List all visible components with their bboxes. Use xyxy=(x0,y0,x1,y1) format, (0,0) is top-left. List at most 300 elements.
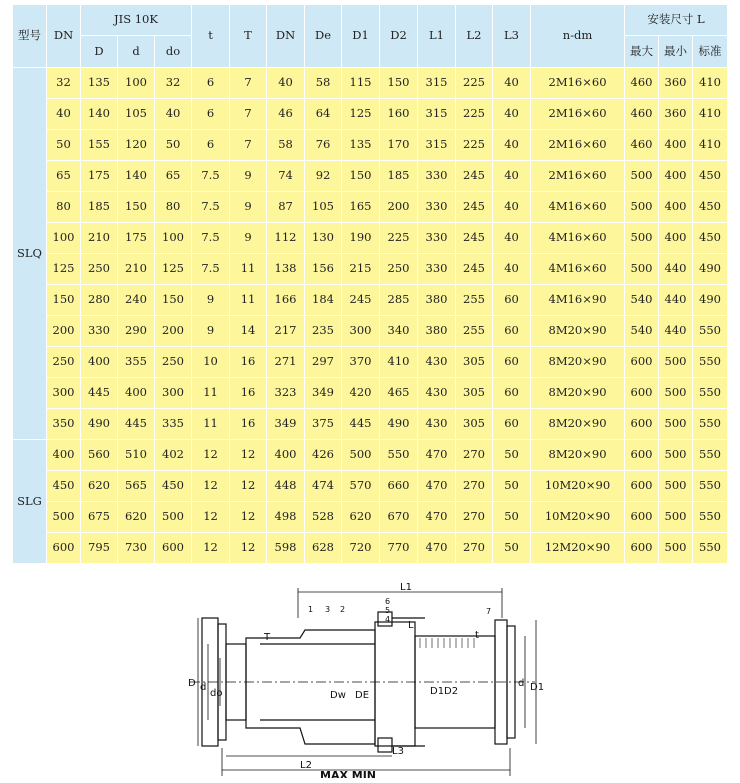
table-cell: 100 xyxy=(47,223,81,254)
table-cell: 12M20×90 xyxy=(531,533,625,564)
table-cell: 50 xyxy=(493,533,531,564)
table-cell: 125 xyxy=(155,254,192,285)
table-cell: 12 xyxy=(230,533,267,564)
table-row xyxy=(13,99,728,130)
header-jis: JIS 10K xyxy=(81,5,192,36)
table-cell: 500 xyxy=(342,440,380,471)
table-cell: 670 xyxy=(380,502,418,533)
table-cell: 9 xyxy=(230,223,267,254)
table-cell: 550 xyxy=(380,440,418,471)
table-cell: 240 xyxy=(118,285,155,316)
table-cell: 440 xyxy=(659,285,693,316)
table-cell: 550 xyxy=(693,471,728,502)
table-row xyxy=(13,223,728,254)
table-cell: 225 xyxy=(456,99,493,130)
table-cell: 2M16×60 xyxy=(531,68,625,99)
table-cell: 297 xyxy=(305,347,342,378)
table-cell: 40 xyxy=(155,99,192,130)
table-cell: 155 xyxy=(81,130,118,161)
table-cell: 65 xyxy=(47,161,81,192)
header-l3: L3 xyxy=(493,5,531,68)
table-cell: 300 xyxy=(342,316,380,347)
table-cell: 315 xyxy=(418,99,456,130)
table-cell: 40 xyxy=(493,68,531,99)
header-jis-do: do xyxy=(155,36,192,68)
table-cell: 6 xyxy=(192,130,230,161)
table-cell: 490 xyxy=(693,254,728,285)
table-cell: 215 xyxy=(342,254,380,285)
table-cell: 323 xyxy=(267,378,305,409)
table-cell: 500 xyxy=(47,502,81,533)
table-cell: 500 xyxy=(625,161,659,192)
table-cell: 271 xyxy=(267,347,305,378)
table-cell: 730 xyxy=(118,533,155,564)
table-row xyxy=(13,533,728,564)
header-d1: D1 xyxy=(342,5,380,68)
table-cell: 620 xyxy=(81,471,118,502)
table-cell: 7 xyxy=(230,99,267,130)
table-cell: 50 xyxy=(493,502,531,533)
table-cell: 460 xyxy=(625,68,659,99)
label-d2: D2 xyxy=(444,686,459,697)
label-l2: L2 xyxy=(300,760,312,771)
table-cell: 8M20×90 xyxy=(531,440,625,471)
table-cell: 360 xyxy=(659,99,693,130)
table-cell: 92 xyxy=(305,161,342,192)
table-cell: 115 xyxy=(342,68,380,99)
table-cell: 140 xyxy=(81,99,118,130)
table-cell: 600 xyxy=(625,471,659,502)
table-cell: 12 xyxy=(192,502,230,533)
table-cell: 400 xyxy=(81,347,118,378)
table-cell: 400 xyxy=(659,130,693,161)
table-cell: 330 xyxy=(418,254,456,285)
table-cell: 500 xyxy=(659,347,693,378)
table-row xyxy=(13,254,728,285)
table-row xyxy=(13,378,728,409)
table-cell: 8M20×90 xyxy=(531,316,625,347)
part-7: 7 xyxy=(486,607,492,616)
table-cell: 12 xyxy=(192,440,230,471)
table-cell: 445 xyxy=(81,378,118,409)
table-cell: 4M16×60 xyxy=(531,192,625,223)
table-cell: 32 xyxy=(155,68,192,99)
table-row xyxy=(13,192,728,223)
table-cell: 600 xyxy=(625,502,659,533)
table-cell: 190 xyxy=(342,223,380,254)
table-cell: 245 xyxy=(456,192,493,223)
table-cell: 380 xyxy=(418,285,456,316)
table-cell: 290 xyxy=(118,316,155,347)
table-cell: 125 xyxy=(47,254,81,285)
label-l3: L3 xyxy=(392,746,404,757)
table-cell: 500 xyxy=(659,533,693,564)
table-cell: 350 xyxy=(47,409,81,440)
table-cell: 448 xyxy=(267,471,305,502)
table-cell: 16 xyxy=(230,378,267,409)
table-cell: 628 xyxy=(305,533,342,564)
table-cell: 112 xyxy=(267,223,305,254)
header-jis-d: d xyxy=(118,36,155,68)
table-cell: 600 xyxy=(625,378,659,409)
table-cell: 540 xyxy=(625,285,659,316)
table-cell: 410 xyxy=(380,347,418,378)
table-cell: 175 xyxy=(81,161,118,192)
table-cell: 80 xyxy=(155,192,192,223)
table-cell: 7.5 xyxy=(192,254,230,285)
table-cell: 450 xyxy=(155,471,192,502)
table-cell: 440 xyxy=(659,316,693,347)
table-cell: 410 xyxy=(693,99,728,130)
table-cell: 11 xyxy=(230,285,267,316)
table-cell: 565 xyxy=(118,471,155,502)
label-do: do xyxy=(210,688,223,699)
table-cell: 500 xyxy=(625,223,659,254)
part-6: 6 xyxy=(385,597,391,606)
table-cell: 9 xyxy=(192,316,230,347)
table-cell: 402 xyxy=(155,440,192,471)
table-cell: 315 xyxy=(418,68,456,99)
table-cell: 250 xyxy=(155,347,192,378)
table-cell: 550 xyxy=(693,533,728,564)
table-cell: 500 xyxy=(625,192,659,223)
header-d2: D2 xyxy=(380,5,418,68)
table-cell: 305 xyxy=(456,378,493,409)
table-cell: 60 xyxy=(493,409,531,440)
table-cell: 420 xyxy=(342,378,380,409)
table-cell: 11 xyxy=(192,378,230,409)
part-4: 4 xyxy=(385,615,391,624)
table-cell: 620 xyxy=(118,502,155,533)
table-cell: 100 xyxy=(155,223,192,254)
table-cell: 510 xyxy=(118,440,155,471)
table-cell: 32 xyxy=(47,68,81,99)
table-cell: 500 xyxy=(155,502,192,533)
table-cell: 450 xyxy=(47,471,81,502)
table-cell: 795 xyxy=(81,533,118,564)
label-d1: D1 xyxy=(430,686,445,697)
table-cell: 2M16×60 xyxy=(531,130,625,161)
label-max-min: MAX MIN xyxy=(320,769,377,778)
table-cell: 300 xyxy=(47,378,81,409)
table-cell: 470 xyxy=(418,471,456,502)
table-cell: 500 xyxy=(659,502,693,533)
table-cell: 470 xyxy=(418,440,456,471)
part-3: 3 xyxy=(325,605,331,614)
table-cell: 550 xyxy=(693,347,728,378)
header-n-dm: n-dm xyxy=(531,5,625,68)
table-cell: 330 xyxy=(418,161,456,192)
table-cell: 370 xyxy=(342,347,380,378)
table-cell: 490 xyxy=(693,285,728,316)
table-cell: 58 xyxy=(267,130,305,161)
table-cell: 270 xyxy=(456,440,493,471)
table-cell: 150 xyxy=(155,285,192,316)
table-cell: 80 xyxy=(47,192,81,223)
table-cell: 150 xyxy=(342,161,380,192)
table-cell: 245 xyxy=(342,285,380,316)
header-dn: DN xyxy=(47,5,81,68)
part-5: 5 xyxy=(385,606,391,615)
table-cell: 50 xyxy=(47,130,81,161)
table-cell: 270 xyxy=(456,471,493,502)
label-t-big: T xyxy=(264,632,271,643)
table-cell: 400 xyxy=(47,440,81,471)
header-de: De xyxy=(305,5,342,68)
table-row xyxy=(13,471,728,502)
table-cell: 280 xyxy=(81,285,118,316)
table-cell: 305 xyxy=(456,347,493,378)
table-cell: 4M16×60 xyxy=(531,223,625,254)
table-cell: 400 xyxy=(267,440,305,471)
table-cell: 250 xyxy=(380,254,418,285)
table-cell: 245 xyxy=(456,254,493,285)
label-d: D xyxy=(188,678,196,689)
table-cell: 217 xyxy=(267,316,305,347)
table-cell: 349 xyxy=(267,409,305,440)
header-model: 型号 xyxy=(13,5,47,68)
label-d-inner: d xyxy=(200,682,207,693)
table-cell: 40 xyxy=(493,192,531,223)
table-cell: 300 xyxy=(155,378,192,409)
table-body xyxy=(13,68,728,564)
part-1: 1 xyxy=(308,605,314,614)
table-cell: 76 xyxy=(305,130,342,161)
table-cell: 380 xyxy=(418,316,456,347)
table-cell: 285 xyxy=(380,285,418,316)
table-cell: 16 xyxy=(230,347,267,378)
table-cell: 330 xyxy=(418,223,456,254)
label-d-right: d xyxy=(518,678,525,689)
table-cell: 305 xyxy=(456,409,493,440)
table-cell: 7 xyxy=(230,68,267,99)
label-t-small: t xyxy=(475,630,479,641)
table-cell: 135 xyxy=(342,130,380,161)
table-cell: 6 xyxy=(192,68,230,99)
table-cell: 470 xyxy=(418,502,456,533)
table-cell: 8M20×90 xyxy=(531,378,625,409)
table-cell: 10M20×90 xyxy=(531,502,625,533)
header-l1: L1 xyxy=(418,5,456,68)
table-row xyxy=(13,347,728,378)
table-cell: 270 xyxy=(456,502,493,533)
table-cell: 184 xyxy=(305,285,342,316)
table-cell: 12 xyxy=(192,471,230,502)
table-cell: 46 xyxy=(267,99,305,130)
table-cell: 7.5 xyxy=(192,223,230,254)
table-cell: 250 xyxy=(47,347,81,378)
table-cell: 349 xyxy=(305,378,342,409)
table-cell: 185 xyxy=(81,192,118,223)
table-cell: 7.5 xyxy=(192,192,230,223)
table-cell: 40 xyxy=(493,223,531,254)
header-install-max: 最大 xyxy=(625,36,659,68)
table-cell: 474 xyxy=(305,471,342,502)
table-cell: 500 xyxy=(659,378,693,409)
table-cell: 225 xyxy=(456,130,493,161)
model-cell: SLQ xyxy=(13,68,47,440)
table-cell: 105 xyxy=(118,99,155,130)
table-cell: 255 xyxy=(456,285,493,316)
table-cell: 8M20×90 xyxy=(531,347,625,378)
label-l: L xyxy=(408,620,414,631)
model-cell: SLG xyxy=(13,440,47,564)
table-cell: 400 xyxy=(659,223,693,254)
table-cell: 600 xyxy=(625,440,659,471)
table-cell: 200 xyxy=(380,192,418,223)
header-l2: L2 xyxy=(456,5,493,68)
table-cell: 410 xyxy=(693,68,728,99)
table-cell: 185 xyxy=(380,161,418,192)
table-cell: 570 xyxy=(342,471,380,502)
table-cell: 4M16×90 xyxy=(531,285,625,316)
table-cell: 150 xyxy=(47,285,81,316)
table-cell: 50 xyxy=(155,130,192,161)
label-dw: Dw xyxy=(330,690,346,701)
table-cell: 660 xyxy=(380,471,418,502)
header-t-small: t xyxy=(192,5,230,68)
table-cell: 460 xyxy=(625,99,659,130)
table-cell: 400 xyxy=(118,378,155,409)
table-cell: 540 xyxy=(625,316,659,347)
expansion-joint-diagram xyxy=(180,578,550,778)
table-cell: 600 xyxy=(155,533,192,564)
table-cell: 430 xyxy=(418,347,456,378)
table-cell: 445 xyxy=(342,409,380,440)
table-cell: 225 xyxy=(456,68,493,99)
table-cell: 100 xyxy=(118,68,155,99)
table-cell: 12 xyxy=(230,440,267,471)
label-l1: L1 xyxy=(400,582,412,593)
table-cell: 600 xyxy=(625,533,659,564)
table-cell: 410 xyxy=(693,130,728,161)
header-install-std: 标准 xyxy=(693,36,728,68)
table-cell: 235 xyxy=(305,316,342,347)
header-install-min: 最小 xyxy=(659,36,693,68)
table-cell: 165 xyxy=(342,192,380,223)
table-cell: 675 xyxy=(81,502,118,533)
table-cell: 40 xyxy=(47,99,81,130)
table-cell: 6 xyxy=(192,99,230,130)
table-cell: 16 xyxy=(230,409,267,440)
table-cell: 14 xyxy=(230,316,267,347)
table-cell: 445 xyxy=(118,409,155,440)
spec-table xyxy=(12,4,728,564)
table-cell: 9 xyxy=(230,192,267,223)
table-row xyxy=(13,68,728,99)
table-cell: 12 xyxy=(230,471,267,502)
header-jis-D: D xyxy=(81,36,118,68)
table-cell: 130 xyxy=(305,223,342,254)
table-cell: 2M16×60 xyxy=(531,99,625,130)
part-2: 2 xyxy=(340,605,346,614)
table-cell: 150 xyxy=(380,68,418,99)
table-cell: 64 xyxy=(305,99,342,130)
table-row xyxy=(13,161,728,192)
table-cell: 7.5 xyxy=(192,161,230,192)
table-cell: 200 xyxy=(155,316,192,347)
body-outline xyxy=(246,630,375,744)
table-cell: 60 xyxy=(493,347,531,378)
table-cell: 50 xyxy=(493,471,531,502)
table-cell: 74 xyxy=(267,161,305,192)
table-cell: 9 xyxy=(192,285,230,316)
table-cell: 87 xyxy=(267,192,305,223)
table-cell: 10 xyxy=(192,347,230,378)
table-cell: 340 xyxy=(380,316,418,347)
table-cell: 400 xyxy=(659,161,693,192)
table-cell: 450 xyxy=(693,192,728,223)
table-cell: 720 xyxy=(342,533,380,564)
table-cell: 440 xyxy=(659,254,693,285)
table-cell: 598 xyxy=(267,533,305,564)
table-cell: 10M20×90 xyxy=(531,471,625,502)
table-row xyxy=(13,440,728,471)
header-install: 安装尺寸 L xyxy=(625,5,728,36)
table-cell: 600 xyxy=(47,533,81,564)
table-cell: 138 xyxy=(267,254,305,285)
table-row xyxy=(13,316,728,347)
header-dn2: DN xyxy=(267,5,305,68)
table-cell: 125 xyxy=(342,99,380,130)
label-d1-right: D1 xyxy=(530,682,545,693)
table-cell: 620 xyxy=(342,502,380,533)
table-cell: 7 xyxy=(230,130,267,161)
table-cell: 330 xyxy=(418,192,456,223)
table-cell: 60 xyxy=(493,316,531,347)
table-cell: 40 xyxy=(493,161,531,192)
table-cell: 225 xyxy=(380,223,418,254)
table-row xyxy=(13,409,728,440)
table-cell: 210 xyxy=(81,223,118,254)
table-cell: 430 xyxy=(418,409,456,440)
table-cell: 12 xyxy=(192,533,230,564)
table-cell: 470 xyxy=(418,533,456,564)
table-cell: 550 xyxy=(693,502,728,533)
header-t-big: T xyxy=(230,5,267,68)
table-cell: 450 xyxy=(693,223,728,254)
table-cell: 250 xyxy=(81,254,118,285)
table-cell: 135 xyxy=(81,68,118,99)
table-cell: 245 xyxy=(456,161,493,192)
table-cell: 500 xyxy=(659,409,693,440)
table-cell: 450 xyxy=(693,161,728,192)
table-cell: 40 xyxy=(493,130,531,161)
table-cell: 245 xyxy=(456,223,493,254)
table-cell: 360 xyxy=(659,68,693,99)
table-cell: 375 xyxy=(305,409,342,440)
table-cell: 465 xyxy=(380,378,418,409)
header-row-1 xyxy=(13,5,728,36)
table-cell: 330 xyxy=(81,316,118,347)
table-cell: 40 xyxy=(493,254,531,285)
table-cell: 12 xyxy=(230,502,267,533)
table-cell: 460 xyxy=(625,130,659,161)
table-cell: 11 xyxy=(192,409,230,440)
table-cell: 560 xyxy=(81,440,118,471)
table-cell: 500 xyxy=(659,471,693,502)
table-cell: 550 xyxy=(693,440,728,471)
table-cell: 430 xyxy=(418,378,456,409)
table-cell: 58 xyxy=(305,68,342,99)
table-cell: 120 xyxy=(118,130,155,161)
table-cell: 40 xyxy=(493,99,531,130)
table-cell: 9 xyxy=(230,161,267,192)
table-cell: 490 xyxy=(380,409,418,440)
table-cell: 426 xyxy=(305,440,342,471)
table-cell: 65 xyxy=(155,161,192,192)
table-cell: 8M20×90 xyxy=(531,409,625,440)
